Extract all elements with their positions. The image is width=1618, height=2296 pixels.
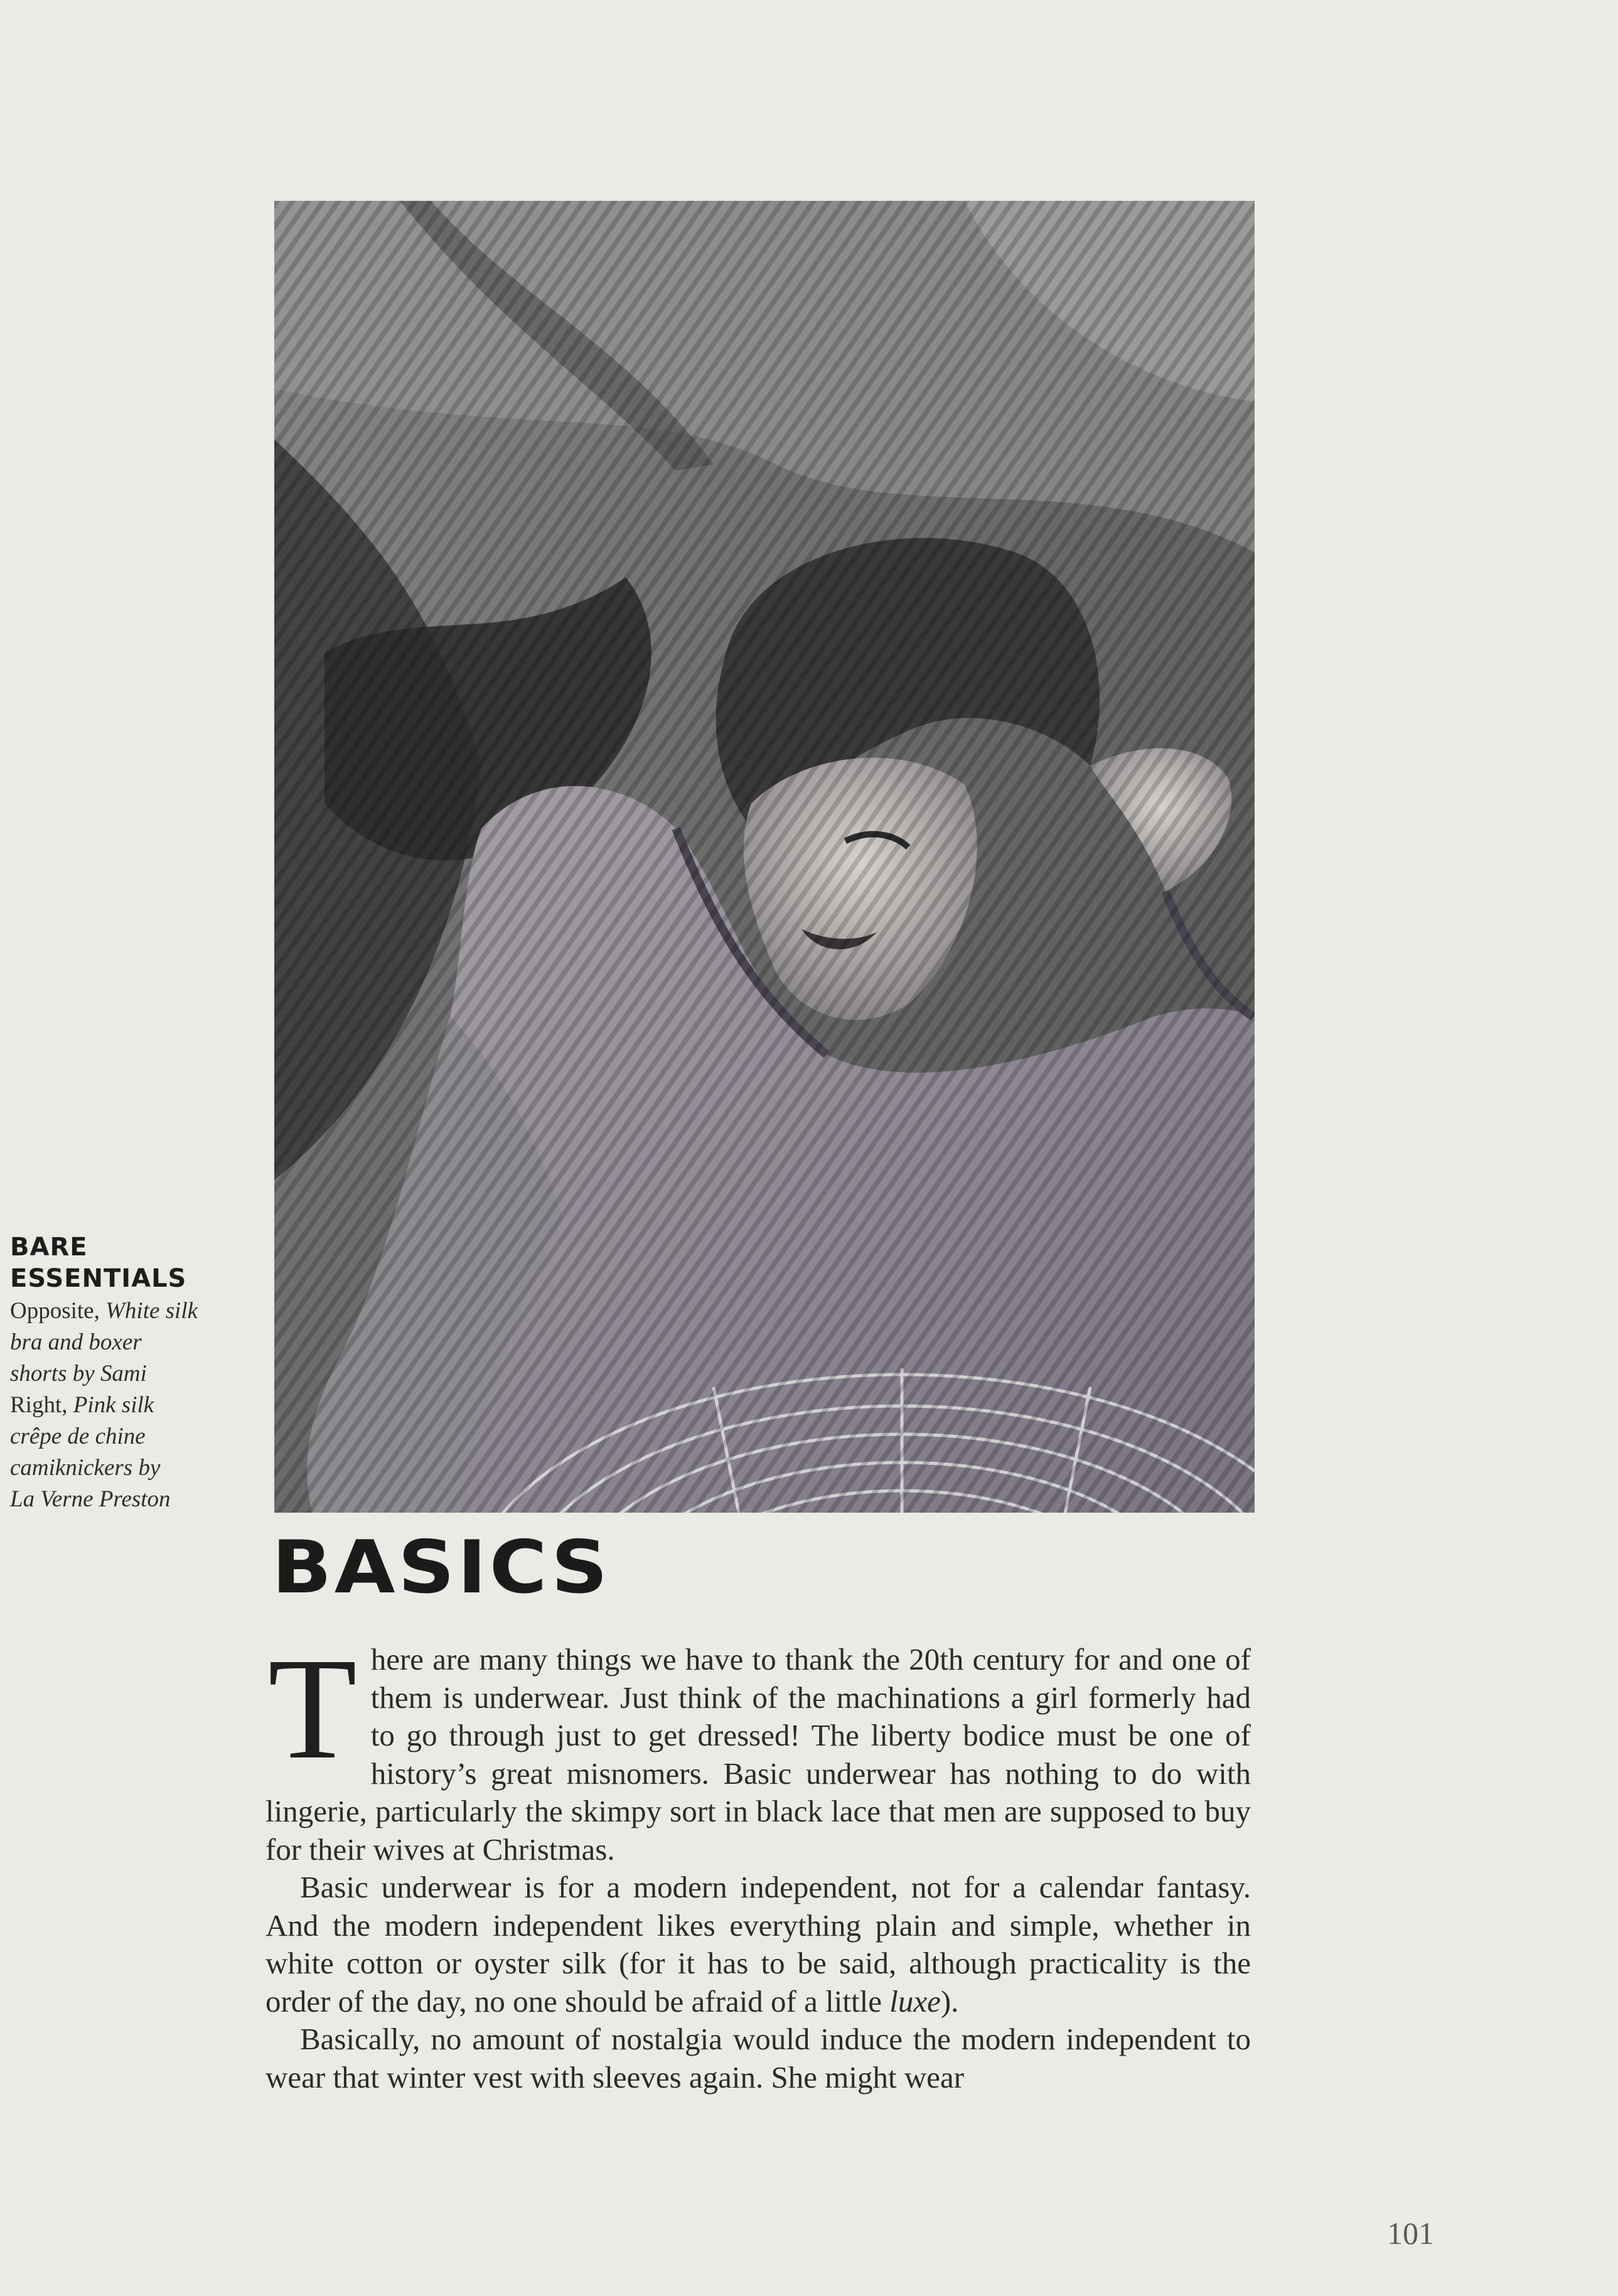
article-paragraph: Basically, no amount of nostalgia would induce the modern independent to wear that winter vest with sleeves again. She might wear bbox=[265, 2022, 1251, 2095]
caption-title-line1: BARE bbox=[10, 1233, 88, 1262]
page-number: 101 bbox=[1387, 2216, 1434, 2251]
photo-illustration bbox=[274, 201, 1255, 1513]
photo-caption-sidebar bbox=[10, 1231, 261, 1515]
caption-line: camiknickers by bbox=[10, 1455, 161, 1481]
article-paragraph: Basic underwear is for a modern independent, not for a calendar fantasy. And the modern independent likes everything plain and simple, whether in white cotton or oyster silk (for it has to be said, although practicality is the order of the day, no one should be afraid of a little luxe). bbox=[265, 1870, 1251, 2019]
article-body bbox=[265, 1628, 1251, 2096]
caption-line: bra and boxer bbox=[10, 1329, 142, 1355]
caption-line: Opposite, White silk bbox=[10, 1298, 198, 1324]
photograph bbox=[274, 201, 1255, 1513]
article-heading: BASICS bbox=[272, 1525, 611, 1610]
caption-line: shorts by Sami bbox=[10, 1361, 147, 1387]
caption-line: crêpe de chine bbox=[10, 1424, 146, 1449]
caption-title-line2: ESSENTIALS bbox=[10, 1264, 187, 1293]
drop-cap: T bbox=[268, 1628, 357, 1789]
caption-line: Right, Pink silk bbox=[10, 1392, 154, 1418]
caption-line: La Verne Preston bbox=[10, 1486, 171, 1512]
article-paragraph: There are many things we have to thank the 20th century for and one of them is underwear. Just think of the machinations a girl formerly had to go through just to get dressed! The liberty bodice must be one of history’s great misnomers. Basic underwear has nothing to do with lingerie, particularly the skimpy sort in black lace that men are supposed to buy for their wives at Christmas. bbox=[265, 1628, 1251, 1867]
caption-text bbox=[10, 1296, 261, 1515]
